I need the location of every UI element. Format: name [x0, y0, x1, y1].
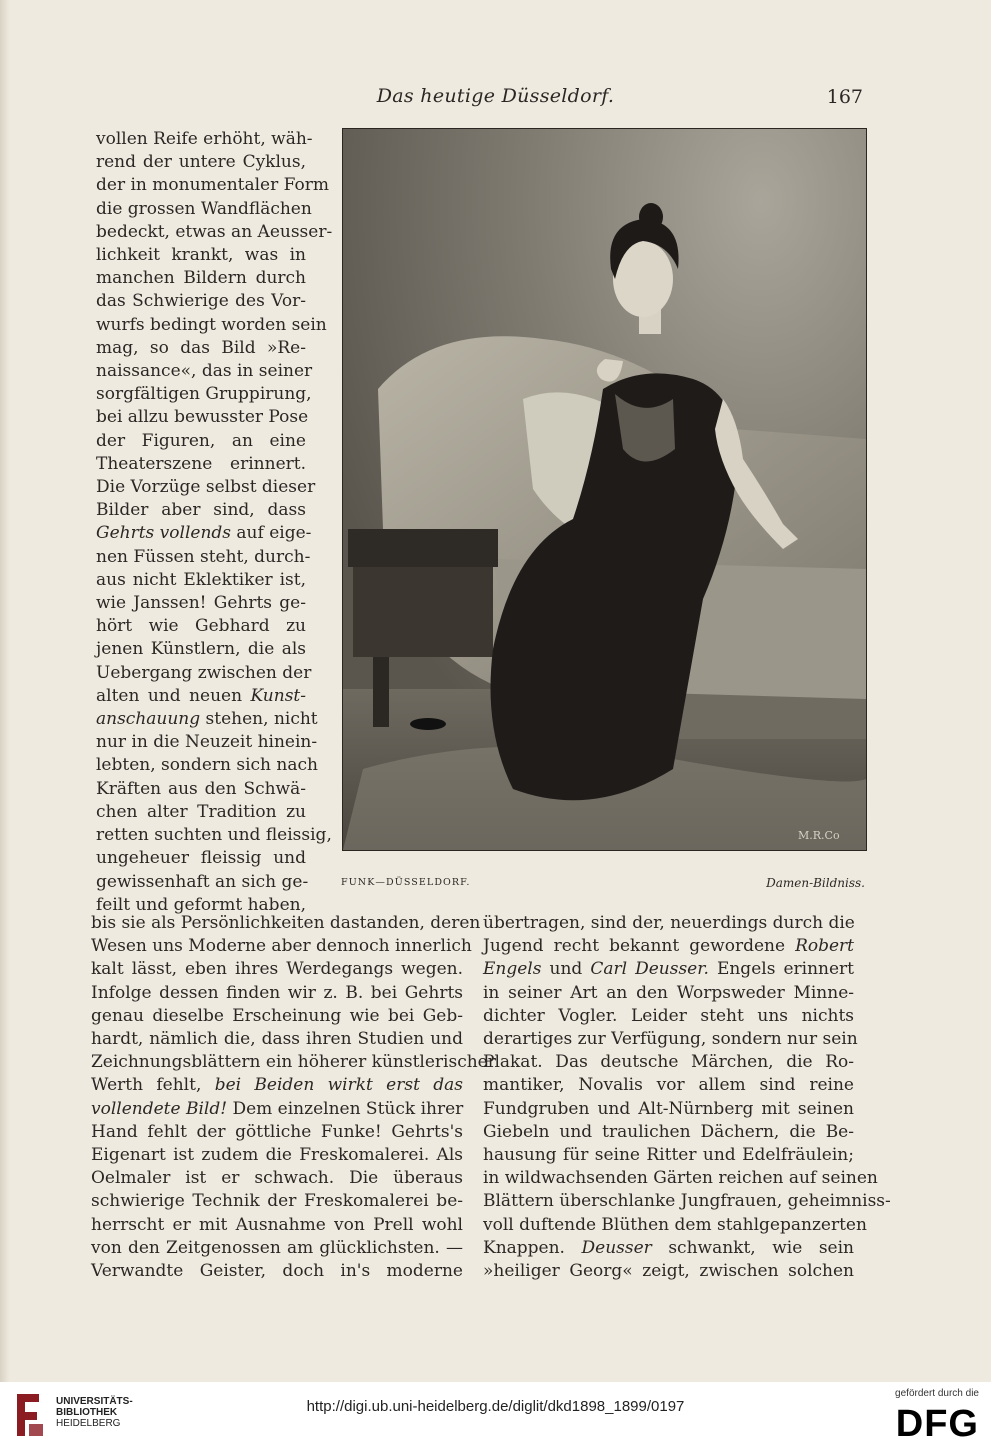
text-line: Die Vorzüge selbst dieser — [96, 477, 316, 498]
text-line: Theaterszene erinnert. — [96, 453, 306, 474]
text-line: der Figuren, an eine — [96, 430, 306, 451]
text-line: aus nicht Eklektiker ist, — [96, 569, 306, 590]
text-line: Giebeln und traulichen Dächern, die Be- — [483, 1121, 854, 1142]
italic-phrase: Kunst- — [250, 685, 306, 706]
text-line: feilt und geformt haben, — [96, 894, 306, 915]
text-line: dichter Vogler. Leider steht uns nichts — [483, 1005, 854, 1026]
text-line: schwierige Technik der Freskomalerei be- — [91, 1191, 463, 1212]
text-run: stehen, nicht — [200, 709, 318, 730]
narrow-text-column — [96, 128, 333, 917]
text-line: bedeckt, etwas an Aeusser- — [96, 221, 333, 242]
text-run: Dem einzelnen Stück ihrer — [227, 1098, 464, 1119]
text-line: Fundgruben und Alt-Nürnberg mit seinen — [483, 1098, 854, 1119]
text-line: von den Zeitgenossen am glücklichsten. — — [91, 1237, 463, 1258]
text-run: schwankt, wie sein — [651, 1237, 855, 1258]
permalink-url[interactable]: http://digi.ub.uni-heidelberg.de/diglit/dkd1898_1899/0197 — [306, 1398, 685, 1415]
text-line: Zeichnungsblättern ein höherer künstlerischer — [91, 1052, 496, 1073]
italic-phrase: anschauung — [96, 709, 201, 730]
italic-phrase: vollendete Bild! — [91, 1098, 228, 1119]
italic-phrase: Carl Deusser. — [590, 959, 709, 980]
text-line: Verwandte Geister, doch in's moderne — [91, 1261, 463, 1282]
institution-line: HEIDELBERG — [56, 1418, 121, 1429]
right-lines-a — [483, 912, 854, 935]
right-lines-b — [483, 982, 891, 1237]
page-number: 167 — [826, 86, 863, 108]
text-line: Blättern überschlanke Jungfrauen, geheimniss- — [483, 1191, 891, 1212]
text-line: Wesen uns Moderne aber dennoch innerlich — [91, 936, 472, 957]
page-edge-shadow — [0, 0, 10, 1382]
right-text-column — [483, 912, 891, 1283]
text-line: sorgfältigen Gruppirung, — [96, 384, 312, 405]
text-line: Kräften aus den Schwä- — [96, 778, 306, 799]
text-line: das Schwierige des Vor- — [96, 291, 306, 312]
text-line — [483, 1237, 854, 1260]
text-run: und — [541, 959, 591, 980]
text-line: chen alter Tradition zu — [96, 801, 306, 822]
text-line: hört wie Gebhard zu — [96, 616, 306, 637]
italic-phrase: bei Beiden wirkt erst das — [214, 1075, 463, 1096]
text-run: auf eige- — [231, 523, 312, 544]
text-line: Plakat. Das deutsche Märchen, die Ro- — [483, 1052, 854, 1073]
italic-phrase: Engels — [483, 959, 542, 980]
narrow-lines-c — [96, 731, 332, 917]
text-line: manchen Bildern durch — [96, 268, 306, 289]
portrait-illustration — [342, 128, 867, 851]
portrait-painting — [343, 129, 866, 850]
text-line — [483, 935, 854, 958]
figure-caption-artist: FUNK—DÜSSELDORF. — [341, 877, 471, 888]
institution-line: BIBLIOTHEK — [56, 1407, 118, 1418]
text-line: kalt lässt, eben ihres Werdegangs wegen. — [91, 959, 463, 980]
text-line: hardt, nämlich die, dass ihren Studien und — [91, 1029, 463, 1050]
text-line: Infolge dessen finden wir z. B. bei Gehrts — [91, 982, 463, 1003]
text-line: ungeheuer fleissig und — [96, 848, 306, 869]
text-line: wurfs bedingt worden sein — [96, 314, 327, 335]
text-line: mantiker, Novalis vor allem sind reine — [483, 1075, 854, 1096]
italic-phrase: Deusser — [581, 1237, 652, 1258]
text-line: retten suchten und fleissig, — [96, 825, 332, 846]
text-line — [96, 522, 312, 545]
text-line: der in monumentaler Form — [96, 175, 329, 196]
text-run: Knappen. — [483, 1237, 582, 1258]
digitization-footer — [0, 1382, 991, 1450]
text-line: in wildwachsenden Gärten reichen auf seinen — [483, 1168, 878, 1189]
text-line: hausung für seine Ritter und Edelfräulein; — [483, 1145, 854, 1166]
narrow-lines-b — [96, 546, 312, 685]
left-lines-a — [91, 912, 496, 1074]
italic-phrase: Gehrts vollends — [96, 523, 232, 544]
text-line — [96, 708, 318, 731]
text-line: derartiges zur Verfügung, sondern nur sein — [483, 1029, 858, 1050]
figure-caption-title: Damen-Bildniss. — [766, 876, 865, 890]
text-line: Oelmaler ist er schwach. Die überaus — [91, 1168, 463, 1189]
text-line: herrscht er mit Ausnahme von Prell wohl — [91, 1214, 463, 1235]
text-line: übertragen, sind der, neuerdings durch die — [483, 913, 855, 933]
funding-label: gefördert durch die — [895, 1388, 979, 1399]
text-line: rend der untere Cyklus, — [96, 152, 306, 173]
text-line — [96, 685, 306, 708]
text-line: bis sie als Persönlichkeiten dastanden, deren — [91, 913, 481, 933]
text-line: lichkeit krankt, was in — [96, 245, 306, 266]
left-lines-b — [91, 1121, 463, 1283]
text-line: die grossen Wandflächen — [96, 198, 312, 219]
narrow-lines-a — [96, 128, 333, 522]
text-run: Engels erinnert — [708, 959, 854, 980]
text-line: Bilder aber sind, dass — [96, 500, 306, 521]
dfg-logo: DFG — [895, 1403, 979, 1445]
text-line: Eigenart ist zudem die Freskomalerei. Als — [91, 1145, 463, 1166]
italic-phrase: Robert — [795, 936, 854, 957]
text-line: wie Janssen! Gehrts ge- — [96, 593, 306, 614]
institution-line: UNIVERSITÄTS- — [56, 1396, 133, 1407]
text-run: Jugend recht bekannt gewordene — [483, 936, 796, 957]
text-line: »heiliger Georg« zeigt, zwischen solchen — [483, 1261, 854, 1282]
text-line — [91, 1074, 463, 1097]
text-line: bei allzu bewusster Pose — [96, 407, 309, 428]
text-line: nur in die Neuzeit hinein- — [96, 732, 318, 753]
text-line — [91, 1098, 463, 1121]
text-line: vollen Reife erhöht, wäh- — [96, 129, 313, 149]
text-line: lebten, sondern sich nach — [96, 755, 318, 776]
running-header-title: Das heutige Düsseldorf. — [376, 85, 615, 107]
artist-signature: M.R.Co — [798, 829, 840, 842]
text-line: genau dieselbe Erscheinung wie bei Geb- — [91, 1005, 463, 1026]
text-line: Hand fehlt der göttliche Funke! Gehrts's — [91, 1121, 463, 1142]
text-line: gewissenhaft an sich ge- — [96, 871, 309, 892]
text-line: naissance«, das in seiner — [96, 361, 313, 382]
text-line: jenen Künstlern, die als — [96, 639, 306, 660]
text-line: in seiner Art an den Worpsweder Minne- — [483, 982, 854, 1003]
text-run: Werth fehlt, — [91, 1075, 215, 1096]
text-line: mag, so das Bild »Re- — [96, 337, 306, 358]
text-line: nen Füssen steht, durch- — [96, 546, 311, 567]
text-line — [483, 958, 854, 981]
text-line: voll duftende Blüthen dem stahlgepanzerten — [483, 1214, 867, 1235]
text-run: alten und neuen — [96, 685, 251, 706]
left-text-column — [91, 912, 496, 1283]
text-line: Uebergang zwischen der — [96, 662, 312, 683]
